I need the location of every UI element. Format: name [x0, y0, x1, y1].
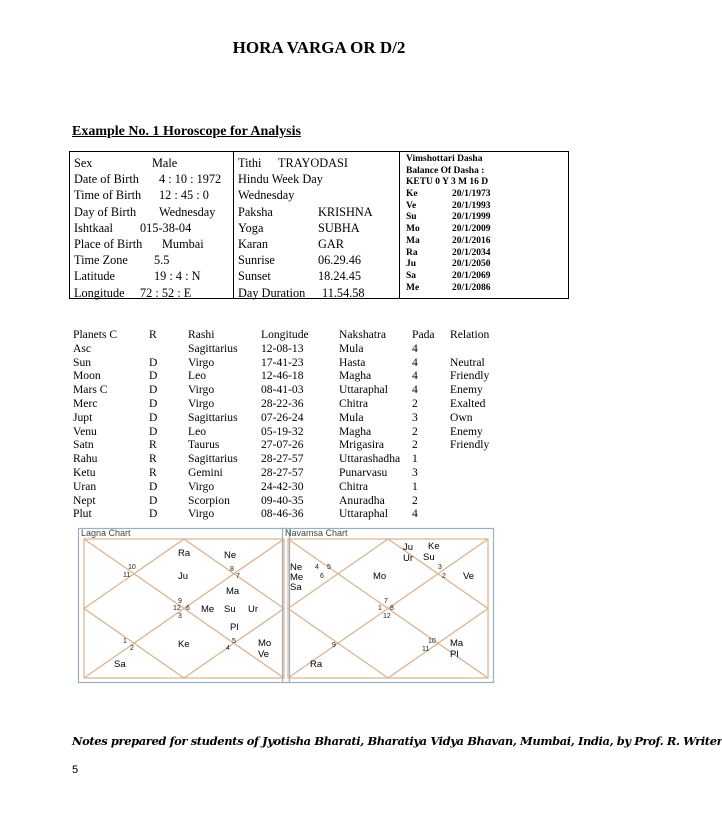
planet-table-cell: D [149, 383, 158, 397]
planet-table-cell: Asc [73, 341, 92, 355]
planet-label: Sa [114, 659, 126, 670]
page-number: 5 [72, 764, 79, 776]
planet-table-cell: Longitude [261, 328, 309, 341]
planet-table-cell: 2 [412, 424, 418, 438]
planet-table-cell: R [149, 465, 157, 479]
planet-label: Mo [258, 638, 272, 649]
house-number: 10 [128, 564, 136, 571]
planet-table-cell: Relation [450, 328, 490, 341]
planet-label: Ve [258, 649, 270, 660]
planet-table-cell: 24-42-30 [261, 479, 304, 493]
planet-table-cell: 4 [412, 369, 418, 383]
planet-table-cell: D [149, 396, 158, 410]
house-number: 9 [178, 598, 182, 605]
horoscope-info-box: Sex Male Date of Birth 4 : 10 : 1972 Time of Birth 12 : 45 : 0 Day of Birth Wednesday Ishtkaal 015-38-04 Place of Birth Mumbai Time Zone 5.5 Latitude 19 : 4 : N Longitude 72 : 52 : E Tithi TRAYODASI Hindu Week Day Wednesday Paksha KRISHNA Yoga SUBHA Karan GAR Sunrise 06.29.46 Sunset 18.24.45 Day Duration 11.54.58 Vimshottari Dasha Balance Of Dasha : KETU 0 Y 3 M 16 D Ke 20/1/1973 Ve 20/1/1993 Su 20/1/1999 Mo 20/1/2009 Ma 20/1/2016 Ra 20/1/2034 Ju 20/1/2050 Sa 20/1/2069 Me 20/1/2086 [69, 151, 569, 299]
planet-table-cell: 28-27-57 [261, 452, 304, 466]
planet-table-cell: 2 [412, 396, 418, 410]
planet-table-cell: Neutral [450, 355, 485, 369]
planet-table-cell: Virgo [188, 507, 215, 521]
house-number: 7 [384, 598, 388, 605]
planet-table-cell: Uttaraphal [339, 507, 388, 521]
planet-table-cell: Venu [73, 424, 97, 438]
planet-table-cell: 1 [412, 452, 418, 466]
planet-label: Mo [373, 571, 387, 582]
planet-table-cell: Pada [412, 328, 435, 341]
column-divider [399, 152, 400, 298]
planet-label: Ne [224, 550, 237, 561]
lagna-chart [78, 528, 290, 683]
house-number: 9 [332, 642, 336, 649]
planet-label: Ke [428, 541, 440, 552]
planet-table-cell: 27-07-26 [261, 438, 304, 452]
planet-label: Ra [310, 659, 323, 670]
planet-table-cell: 3 [412, 410, 418, 424]
planet-table-cell: 2 [412, 493, 418, 507]
house-number: 2 [442, 573, 446, 580]
planet-table-cell: 4 [412, 341, 418, 355]
planet-table-cell: D [149, 493, 158, 507]
planet-table-cell: Uran [73, 479, 97, 493]
house-number: 6 [320, 573, 324, 580]
planet-table-cell: 12-08-13 [261, 341, 304, 355]
house-number: 11 [123, 572, 131, 579]
planet-table-cell: Merc [73, 396, 98, 410]
planet-label: Pl [450, 649, 459, 660]
planet-table-cell: Leo [188, 424, 207, 438]
house-number: 3 [438, 564, 442, 571]
planet-table-cell: Chitra [339, 479, 368, 493]
house-number: 11 [422, 646, 430, 653]
planet-table-cell: Uttaraphal [339, 383, 388, 397]
navamsa-chart [282, 528, 494, 683]
planet-table-cell: 12-46-18 [261, 369, 304, 383]
planet-table-cell: Leo [188, 369, 207, 383]
planet-table-cell: D [149, 355, 158, 369]
column-divider [233, 152, 234, 298]
planet-table-cell: Own [450, 410, 473, 424]
planet-table-cell: 05-19-32 [261, 424, 304, 438]
planet-table-cell: 4 [412, 355, 418, 369]
planet-label: Su [224, 604, 236, 615]
planet-table-cell: Magha [339, 424, 372, 438]
planet-table-cell: Mula [339, 341, 364, 355]
planet-label: Ju [403, 542, 414, 553]
planet-table-cell: Planets C [73, 328, 118, 341]
planet-table-cell: Sagittarius [188, 410, 238, 424]
house-number: 4 [226, 645, 230, 652]
planet-label: Me [290, 572, 304, 583]
house-number: 12 [383, 613, 391, 620]
planet-table-cell: 4 [412, 383, 418, 397]
planet-table-cell: 2 [412, 438, 418, 452]
planet-label: Ke [178, 639, 190, 650]
house-number: 2 [130, 645, 134, 652]
planet-table-cell: D [149, 410, 158, 424]
planet-table-cell: Sagittarius [188, 452, 238, 466]
planet-label: Ur [403, 553, 414, 564]
house-number: 4 [315, 564, 319, 571]
planet-table-cell: 08-41-03 [261, 383, 304, 397]
planet-table-cell: D [149, 424, 158, 438]
planet-table-cell: D [149, 369, 158, 383]
planet-table-cell: 28-27-57 [261, 465, 304, 479]
planet-table-cell: 08-46-36 [261, 507, 304, 521]
planet-label: Ur [248, 604, 259, 615]
planet-table-cell: R [149, 438, 157, 452]
planet-label: Ra [178, 548, 191, 559]
planet-table-cell: Scorpion [188, 493, 230, 507]
planet-table-cell: 1 [412, 479, 418, 493]
planet-table-cell: Punarvasu [339, 465, 388, 479]
planet-table-cell: Virgo [188, 383, 215, 397]
house-number: 1 [123, 638, 127, 645]
planet-label: Ma [226, 586, 240, 597]
planet-label: Pl [230, 622, 239, 633]
house-number: 8 [390, 605, 394, 612]
chart-title: Lagna Chart [81, 528, 131, 538]
planet-label: Ve [463, 571, 475, 582]
planet-label: Ne [290, 562, 303, 573]
planet-table-cell: Virgo [188, 479, 215, 493]
planet-table-cell: D [149, 507, 158, 521]
planet-table-cell: Friendly [450, 438, 490, 452]
footer-note: Notes prepared for students of Jyotisha Bharati, Bharatiya Vidya Bhavan, Mumbai, India, by Prof. R. Writer [72, 734, 722, 748]
planet-table-cell: Enemy [450, 424, 483, 438]
planet-table-cell: R [149, 452, 157, 466]
planet-table-cell: Sun [73, 355, 92, 369]
planet-table-cell: Hasta [339, 355, 366, 369]
planet-table-cell: Exalted [450, 396, 486, 410]
planet-table-cell: R [149, 328, 157, 341]
house-number: 1 [378, 605, 382, 612]
planet-table-cell: Uttarashadha [339, 452, 401, 466]
planet-table-cell: Gemini [188, 465, 223, 479]
planet-table-cell: 4 [412, 507, 418, 521]
house-number: 8 [230, 566, 234, 573]
planet-table-cell: Rashi [188, 328, 215, 341]
section-subtitle: Example No. 1 Horoscope for Analysis [72, 124, 301, 139]
planet-table-cell: Chitra [339, 396, 368, 410]
planet-label: Ma [450, 638, 464, 649]
planet-table-cell: Sagittarius [188, 341, 238, 355]
planet-table-cell: Nept [73, 493, 96, 507]
planet-table-cell: Plut [73, 507, 92, 521]
planet-label: Ju [178, 571, 189, 582]
planet-table-cell: Nakshatra [339, 328, 386, 341]
planet-table-cell: Mrigasira [339, 438, 385, 452]
planet-table-cell: Rahu [73, 452, 98, 466]
house-number: 5 [232, 638, 236, 645]
planet-table-cell: Jupt [73, 410, 93, 424]
planet-table-cell: Enemy [450, 383, 483, 397]
planet-table-cell: Magha [339, 369, 372, 383]
planet-table-cell: 17-41-23 [261, 355, 304, 369]
house-number: 5 [327, 564, 331, 571]
planet-table-cell: Friendly [450, 369, 490, 383]
planet-table-cell: Ketu [73, 465, 96, 479]
planet-label: Su [423, 552, 435, 563]
planet-table-cell: Virgo [188, 355, 215, 369]
house-number: 6 [186, 605, 190, 612]
planet-table-cell: Taurus [188, 438, 220, 452]
house-number: 3 [178, 613, 182, 620]
planet-table-cell: Moon [73, 369, 101, 383]
planet-table-cell: Virgo [188, 396, 215, 410]
page-title: HORA VARGA OR D/2 [232, 38, 406, 57]
planet-table-cell: Satn [73, 438, 94, 452]
chart-title: Navamsa Chart [285, 528, 348, 538]
planet-label: Me [201, 604, 215, 615]
planet-table-cell: D [149, 479, 158, 493]
house-number: 12 [173, 605, 181, 612]
planet-table-cell: 09-40-35 [261, 493, 304, 507]
planet-table-cell: 3 [412, 465, 418, 479]
planet-label: Sa [290, 582, 302, 593]
house-number: 10 [428, 638, 436, 645]
planet-table-cell: Anuradha [339, 493, 385, 507]
planet-table-cell: 07-26-24 [261, 410, 304, 424]
planet-table-cell: Mars C [73, 383, 108, 397]
house-number: 7 [236, 573, 240, 580]
planet-table-cell: Mula [339, 410, 364, 424]
planet-table-cell: 28-22-36 [261, 396, 304, 410]
